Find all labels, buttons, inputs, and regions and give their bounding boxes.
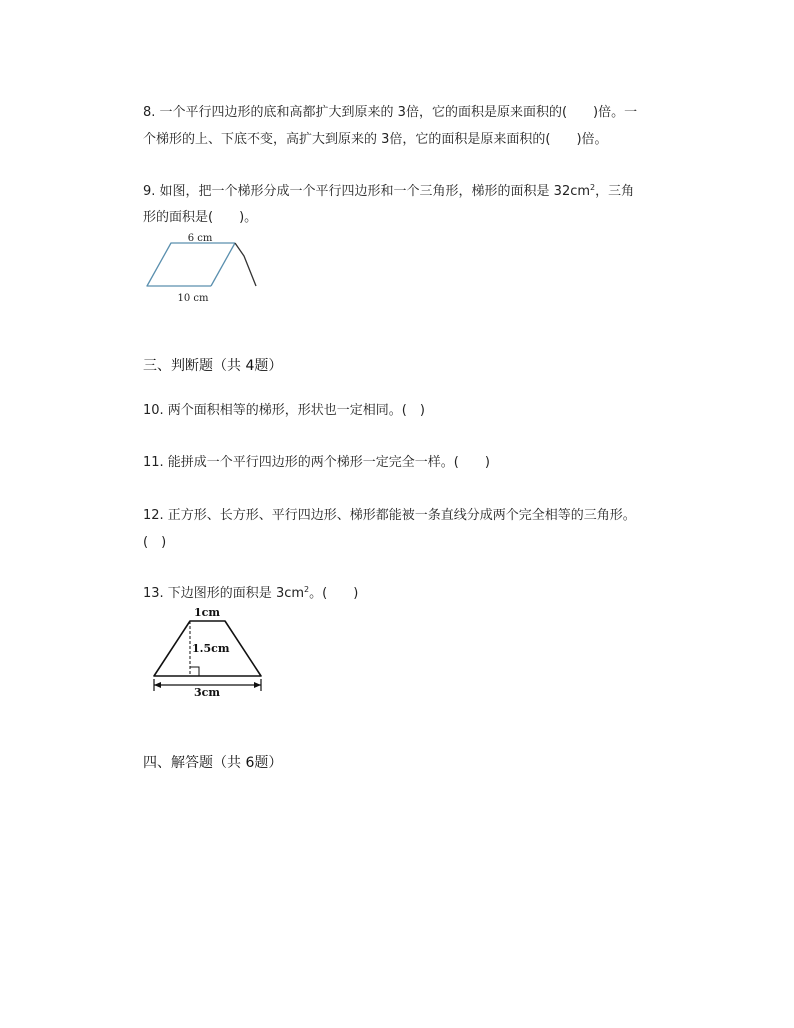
q13-top-label: 1cm [194, 606, 220, 619]
q9-superscript: 2 [590, 183, 596, 192]
q13-superscript: 2 [304, 585, 310, 594]
q9-line-1 [143, 183, 634, 201]
q9-divider-line [211, 243, 235, 286]
q9-triangle-side [235, 243, 256, 286]
q9-trapezoid-figure [140, 228, 265, 306]
section-4-title: 四、解答题（共 6题） [143, 755, 283, 771]
q13-dimension-arrow-right [254, 682, 261, 688]
section-3-title: 三、判断题（共 4题） [143, 358, 283, 374]
q13-height-label: 1.5cm [192, 642, 230, 655]
q12-line-2: ( ) [143, 535, 167, 550]
q13-text-tail: 。( ) [309, 586, 359, 601]
q11-text: 11. 能拼成一个平行四边形的两个梯形一定完全一样。( ) [143, 455, 490, 470]
q9-line-2: 形的面积是( )。 [143, 210, 258, 225]
q13-trapezoid-figure [148, 603, 270, 700]
q9-top-label: 6 cm [187, 233, 213, 244]
q9-line-1-tail: ，三角 [595, 184, 635, 199]
q13-right-angle-mark [190, 667, 199, 676]
q13-text [143, 585, 358, 603]
q13-dimension-arrow-left [154, 682, 161, 688]
q12-line-1: 12. 正方形、长方形、平行四边形、梯形都能被一条直线分成两个完全相等的三角形。 [143, 508, 636, 523]
q9-line-1-text: 9. 如图，把一个梯形分成一个平行四边形和一个三角形，梯形的面积是 32cm [143, 184, 591, 199]
q9-parallelogram-outline [147, 243, 235, 286]
q8-line-1: 8. 一个平行四边形的底和高都扩大到原来的 3倍，它的面积是原来面积的( )倍。一 [143, 105, 638, 120]
q10-text: 10. 两个面积相等的梯形，形状也一定相同。( ) [143, 403, 425, 418]
q13-bottom-label: 3cm [194, 686, 220, 699]
q13-text-main: 13. 下边图形的面积是 3cm [143, 586, 305, 601]
q8-line-2: 个梯形的上、下底不变，高扩大到原来的 3倍，它的面积是原来面积的( )倍。 [143, 132, 608, 147]
q9-bottom-label: 10 cm [177, 293, 209, 304]
